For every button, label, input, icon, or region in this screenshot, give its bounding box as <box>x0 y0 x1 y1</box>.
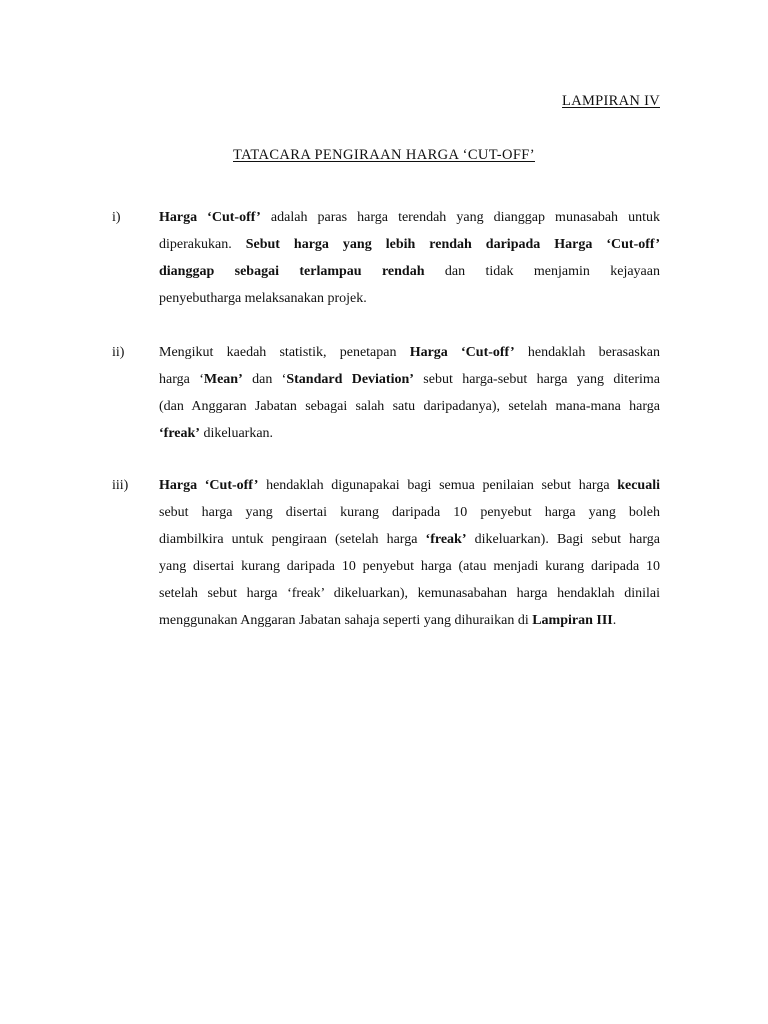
paragraph-line <box>159 420 660 447</box>
text-run: diambilkira untuk pengiraan (setelah harga <box>159 532 426 547</box>
text-run: dan tidak menjamin kejayaan <box>424 264 660 279</box>
paragraph-line <box>159 285 660 312</box>
paragraph-line <box>159 231 660 258</box>
appendix-label: LAMPIRAN IV <box>562 93 660 109</box>
text-run: sebut harga yang disertai kurang daripada 10 penyebut harga yang boleh <box>159 505 660 520</box>
paragraph-line <box>159 580 660 607</box>
paragraph-line <box>159 472 660 499</box>
item-number: iii) <box>112 478 129 493</box>
text-run: dikeluarkan). Bagi sebut harga <box>466 532 660 547</box>
text-run: menggunakan Anggaran Jabatan sahaja seperti yang dihuraikan di <box>159 613 533 628</box>
text-run: Mengikut kaedah statistik, penetapan <box>159 345 410 360</box>
text-run: sebut harga-sebut harga yang diterima <box>413 372 661 387</box>
item-paragraph <box>159 472 660 634</box>
item-number: ii) <box>112 345 125 360</box>
bold-text: kecuali <box>617 478 660 493</box>
paragraph-line <box>159 204 660 231</box>
bold-text: ‘freak’ <box>425 532 467 547</box>
paragraph-line <box>159 339 660 366</box>
bold-text: Lampiran III <box>532 613 613 628</box>
item-number: i) <box>112 210 121 225</box>
text-run: penyebutharga melaksanakan projek. <box>159 291 367 306</box>
document-title: TATACARA PENGIRAAN HARGA ‘CUT-OFF’ <box>233 147 535 163</box>
text-run: harga ‘ <box>159 372 204 387</box>
text-run: hendaklah digunapakai bagi semua penilaian sebut harga <box>258 478 618 493</box>
text-run: . <box>612 613 617 628</box>
text-run: setelah sebut harga ‘freak’ dikeluarkan), kemunasabahan harga hendaklah dinilai <box>159 586 660 601</box>
paragraph-line <box>159 258 660 285</box>
item-paragraph <box>159 339 660 447</box>
bold-text: Harga ‘Cut-off’ <box>159 210 261 225</box>
bold-text: Standard Deviation’ <box>286 372 414 387</box>
paragraph-line <box>159 366 660 393</box>
bold-text: ‘freak’ <box>159 426 200 441</box>
text-run: diperakukan. <box>159 237 246 252</box>
item-paragraph <box>159 204 660 312</box>
text-run: yang disertai kurang daripada 10 penyebut harga (atau menjadi kurang daripada 10 <box>159 559 660 574</box>
text-run: dikeluarkan. <box>199 426 274 441</box>
bold-text: Mean’ <box>203 372 243 387</box>
text-run: (dan Anggaran Jabatan sebagai salah satu daripadanya), setelah mana-mana harga <box>159 399 660 414</box>
text-run: hendaklah berasaskan <box>514 345 661 360</box>
paragraph-line <box>159 607 660 634</box>
paragraph-line <box>159 553 660 580</box>
text-run: adalah paras harga terendah yang dianggap munasabah untuk <box>260 210 661 225</box>
bold-text: dianggap sebagai terlampau rendah <box>159 264 425 279</box>
paragraph-line <box>159 393 660 420</box>
paragraph-line <box>159 499 660 526</box>
text-run: dan ‘ <box>242 372 287 387</box>
paragraph-line <box>159 526 660 553</box>
bold-text: Harga ‘Cut-off’ <box>159 478 259 493</box>
bold-text: Sebut harga yang lebih rendah daripada Harga ‘Cut-off’ <box>245 237 661 252</box>
bold-text: Harga ‘Cut-off’ <box>409 345 515 360</box>
